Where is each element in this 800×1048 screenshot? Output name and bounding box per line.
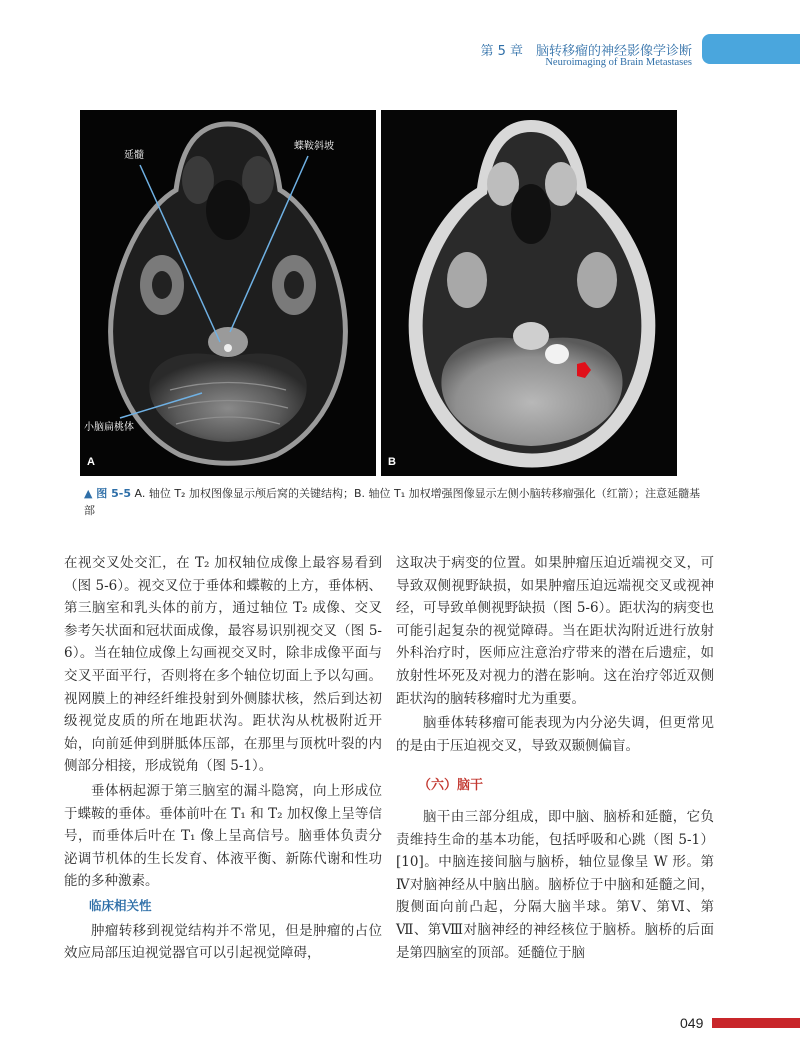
chapter-subtitle: Neuroimaging of Brain Metastases bbox=[545, 57, 692, 68]
paragraph: 垂体柄起源于第三脑室的漏斗隐窝，向上形成位于蝶鞍的垂体。垂体前叶在 T₁ 和 T₂ 加权像上呈等信号，而垂体后叶在 T₁ 像上呈高信号。脑垂体负责分泌调节机体的生长发育、体液平衡、新陈代谢和性功能的多种激素。 bbox=[64, 782, 382, 890]
paragraph: 脑垂体转移瘤可能表现为内分泌失调，但更常见的是由于压迫视交叉，导致双颞侧偏盲。 bbox=[396, 715, 714, 754]
label-tonsil: 小脑扁桃体 bbox=[84, 422, 134, 433]
panel-letter-a: A bbox=[87, 456, 95, 468]
body-column-left bbox=[64, 552, 382, 967]
chapter-tab bbox=[702, 34, 800, 64]
paragraph: 脑干由三部分组成，即中脑、脑桥和延髓，它负责维持生命的基本功能，包括呼吸和心跳（图 5-1）[10]。中脑连接间脑与脑桥，轴位显像呈 W 形。第Ⅳ对脑神经从中脑出脑。脑桥位于中脑和延髓之间，腹侧面向前凸起，分隔大脑半球。第Ⅴ、第Ⅵ、第Ⅶ、第Ⅷ对脑神经的神经核位于脑桥。脑桥的后面是第四脑室的顶部。延髓位于脑 bbox=[396, 808, 714, 961]
subheading-clinical: 临床相关性 bbox=[89, 897, 152, 913]
label-clivus: 蝶鞍斜坡 bbox=[294, 141, 334, 152]
page-number: 049 bbox=[680, 1015, 704, 1031]
caption-text: A. 轴位 T₂ 加权图像显示颅后窝的关键结构；B. 轴位 T₁ 加权增强图像显示左侧小脑转移瘤强化（红箭）；注意延髓基部 bbox=[84, 487, 701, 517]
paragraph: 在视交叉处交汇，在 T₂ 加权轴位成像上最容易看到（图 5-6）。视交叉位于垂体和蝶鞍的上方，垂体柄、第三脑室和乳头体的前方，通过轴位 T₂ 成像、交叉参考矢状面和冠状面成像，最容易识别视交叉（图 5-6）。当在轴位成像上勾画视交叉时，除非成像平面与交叉平面平行，否则将在多个轴位切面上予以勾画。视网膜上的神经纤维投射到外侧膝状核，然后到达初级视觉皮质的所在地距状沟。距状沟从枕极附近开始，向前延伸到胼胝体压部，在那里与顶枕叶裂的内侧部分相接，形成锐角（图 5-1）。 bbox=[64, 555, 382, 775]
mri-panel-b bbox=[381, 110, 677, 476]
figure-5-5 bbox=[80, 110, 684, 476]
section-heading-brainstem: （六）脑干 bbox=[418, 778, 484, 794]
chapter-title: 第 5 章 脑转移瘤的神经影像学诊断 bbox=[480, 44, 692, 59]
mri-panel-a bbox=[80, 110, 376, 476]
figure-caption bbox=[84, 485, 704, 519]
page-header bbox=[470, 34, 800, 74]
paragraph: 这取决于病变的位置。如果肿瘤压迫近端视交叉，可导致双侧视野缺损，如果肿瘤压迫远端视交叉或视神经，可导致单侧视野缺损（图 5-6）。距状沟的病变也可能引起复杂的视觉障碍。当在距状沟附近进行放射外科治疗时，医师应注意治疗带来的潜在后遗症，如放射性坏死及对视力的潜在影响。这在治疗邻近双侧距状沟的脑转移瘤时尤为重要。 bbox=[396, 555, 714, 707]
paragraph: 肿瘤转移到视觉结构并不常见，但是肿瘤的占位效应局部压迫视觉器官可以引起视觉障碍， bbox=[64, 922, 382, 962]
panel-letter-b: B bbox=[388, 456, 396, 468]
caption-label: ▲ 图 5-5 bbox=[84, 487, 131, 500]
body-column-right bbox=[396, 552, 714, 966]
footer-bar bbox=[712, 1018, 800, 1028]
mri-t1-image bbox=[381, 110, 677, 476]
label-medulla: 延髓 bbox=[124, 150, 144, 161]
